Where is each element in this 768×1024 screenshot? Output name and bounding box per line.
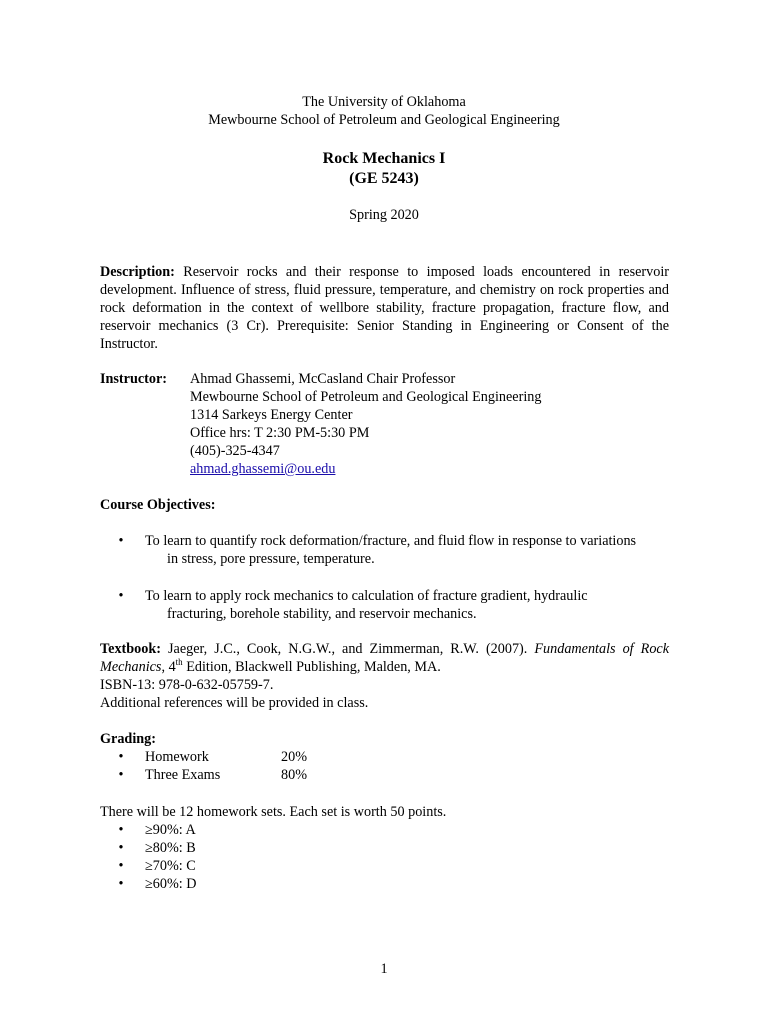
textbook-title: Fundamentals of Rock Mechanics xyxy=(100,641,670,675)
grade-scale-text: ≥60%: D xyxy=(145,876,197,892)
grading-item-value: 80% xyxy=(281,767,308,783)
grading-item-name: Three Exams xyxy=(145,767,221,783)
course-code: (GE 5243) xyxy=(349,170,419,187)
bullet-icon: • xyxy=(118,858,124,874)
objectives-label: Course Objectives: xyxy=(100,497,216,513)
objective-line-2: fracturing, borehole stability, and reservoir mechanics. xyxy=(167,606,477,622)
textbook-edition-suffix: th xyxy=(175,657,183,667)
bullet-icon: • xyxy=(118,876,124,892)
description-text: Reservoir rocks and their response to imposed loads encountered in reservoir development. Influence of stress, fluid pressure, temperature, and chemistry on rock properties and rock deformation in the context of wellbore stability, fracture propagation, fracture flow, and reservoir mechanics (3 Cr). Prerequisite: Senior Standing in Engineering or Consent of the Instructor. xyxy=(100,264,669,352)
instructor-phone: (405)-325-4347 xyxy=(190,443,280,459)
grading-label: Grading: xyxy=(100,731,156,747)
textbook-edition-details: Edition, Blackwell Publishing, Malden, MA. xyxy=(186,659,441,675)
bullet-icon: • xyxy=(118,749,124,765)
instructor-office: 1314 Sarkeys Energy Center xyxy=(190,407,353,423)
textbook-label: Textbook: xyxy=(100,641,161,657)
textbook-paragraph: Textbook: Jaeger, J.C., Cook, N.G.W., and Zimmerman, R.W. (2007). Fundamentals of Rock Mechanics, 4th Edition, Blackwell Publishing, Malden, MA. xyxy=(100,641,670,675)
additional-references: Additional references will be provided in class. xyxy=(100,695,369,711)
textbook-authors: Jaeger, J.C., Cook, N.G.W., and Zimmerman, R.W. (2007). xyxy=(168,641,528,657)
textbook-isbn: ISBN-13: 978-0-632-05759-7. xyxy=(100,677,274,693)
description-label: Description: xyxy=(100,264,175,280)
grade-scale-text: ≥90%: A xyxy=(145,822,196,838)
bullet-icon: • xyxy=(118,588,124,604)
school-name: Mewbourne School of Petroleum and Geological Engineering xyxy=(208,112,560,128)
textbook-edition-number: 4 xyxy=(168,659,176,675)
objective-line-2: in stress, pore pressure, temperature. xyxy=(167,551,375,567)
bullet-icon: • xyxy=(118,533,124,549)
grading-item-value: 20% xyxy=(281,749,308,765)
objective-line-1: To learn to quantify rock deformation/fracture, and fluid flow in response to variations xyxy=(145,533,637,549)
bullet-icon: • xyxy=(118,822,124,838)
instructor-email-link[interactable]: ahmad.ghassemi@ou.edu xyxy=(190,461,336,477)
grade-scale-text: ≥80%: B xyxy=(145,840,196,856)
grade-scale-text: ≥70%: C xyxy=(145,858,196,874)
grading-item-name: Homework xyxy=(145,749,209,765)
bullet-icon: • xyxy=(118,767,124,783)
description-paragraph xyxy=(100,263,669,353)
instructor-label: Instructor: xyxy=(100,371,167,387)
course-title: Rock Mechanics I xyxy=(322,150,446,167)
homework-note: There will be 12 homework sets. Each set is worth 50 points. xyxy=(100,804,447,820)
instructor-office-hours: Office hrs: T 2:30 PM-5:30 PM xyxy=(190,425,370,441)
page-number: 1 xyxy=(380,961,388,977)
instructor-name: Ahmad Ghassemi, McCasland Chair Professor xyxy=(190,371,456,387)
bullet-icon: • xyxy=(118,840,124,856)
term: Spring 2020 xyxy=(349,207,419,223)
objective-line-1: To learn to apply rock mechanics to calculation of fracture gradient, hydraulic xyxy=(145,588,588,604)
university-name: The University of Oklahoma xyxy=(302,94,466,110)
instructor-school: Mewbourne School of Petroleum and Geological Engineering xyxy=(190,389,542,405)
